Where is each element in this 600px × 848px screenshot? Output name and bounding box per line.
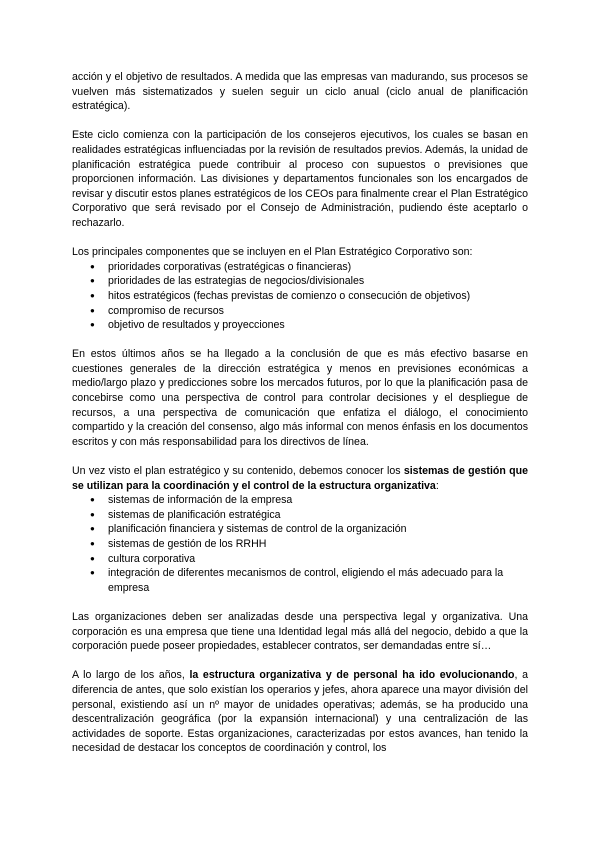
paragraph-management-systems: Un vez visto el plan estratégico y su contenido, debemos conocer los sistemas de gestión que se utilizan para la coordinación y el control de la estructura organizativa: [72, 465, 528, 492]
list-item: ● integración de diferentes mecanismos de control, eligiendo el más adecuado para la empresa [90, 567, 504, 594]
paragraph-components-intro: Los principales componentes que se incluyen en el Plan Estratégico Corporativo son: [72, 246, 473, 259]
bullet-icon: ● [90, 290, 95, 300]
paragraph-intro-continuation: acción y el objetivo de resultados. A medida que las empresas van madurando, sus procesos se vuelven más sistematizados y suelen seguir un ciclo anual (ciclo anual de planificación estratégica). [72, 71, 528, 113]
bullet-icon: ● [90, 509, 95, 519]
bullet-icon: ● [90, 539, 95, 548]
paragraph-organizations: Las organizaciones deben ser analizadas desde una perspectiva legal y organizativa. Una corporación es una empresa que tiene una Identidad legal más allá del negocio, debido a que la corporación puede poseer propiedades, establecer contratos, ser demandadas entre sí… [72, 610, 528, 653]
list-item: ● prioridades de las estrategias de negocios/divisionales [90, 275, 365, 288]
list-item: ● cultura corporativa [90, 552, 196, 565]
paragraph-cycle: Este ciclo comienza con la participación de los consejeros ejecutivos, los cuales se basan en realidades estratégicas influenciadas por la revisión de resultados previos. Además, la unidad de planificación estratégica puede contribuir al proceso con supuestos o previsiones que proporcionen información. Las divisiones y departamentos funcionales son los encargados de revisar y discutir estos planes estratégicos de los CEOs para finalmente crear el Plan Estratégico Corporativo que será revisado por el Consejo de Administración, pudiendo éste aceptarlo o rechazarlo. [72, 129, 528, 229]
list-item: ● hitos estratégicos (fechas previstas de comienzo o consecución de objetivos) [90, 289, 471, 302]
bullet-icon: ● [90, 276, 95, 286]
components-list [72, 260, 528, 333]
bullet-icon: ● [90, 305, 95, 315]
bullet-icon: ● [90, 320, 95, 330]
list-item: ● objetivo de resultados y proyecciones [90, 319, 285, 332]
bold-structure-evolution: la estructura organizativa y de personal ha ido evolucionando [189, 669, 515, 682]
bold-management-systems: sistemas de gestión que se utilizan para la coordinación y el control de la estructura organizativa [72, 465, 528, 492]
bullet-icon: ● [90, 553, 95, 563]
list-item: ● sistemas de información de la empresa [90, 494, 293, 507]
bullet-icon: ● [90, 495, 95, 505]
list-item: ● planificación financiera y sistemas de control de la organización [90, 523, 407, 536]
paragraph-recent-years: En estos últimos años se ha llegado a la conclusión de que es más efectivo basarse en cuestiones generales de la dirección estratégica y menos en previsiones económicas a medio/largo plazo y predicciones sobre los mercados futuros, por lo que la planificación pasa de concebirse como una perspectiva de control para controlar decisiones y el despliegue de recursos, a una perspectiva de comunicación que enfatiza el diálogo, el conocimiento compartido y la creación del consenso, algo más informal con menos énfasis en los documentos escritos y con más responsabilidad para los directivos de línea. [72, 348, 528, 448]
paragraph-structure-evolution: A lo largo de los años, la estructura organizativa y de personal ha ido evolucionando, a diferencia de antes, que solo existían los operarios y jefes, ahora aparece una mayor división del personal, existiendo así un nº mayor de unidades operativas; además, se ha producido una descentralización geográfica (por la expansión internacional) y una centralización de las actividades de soporte. Estas organizaciones, caracterizadas por estos avances, han tenido la necesidad de destacar los conceptos de coordinación y control, los [72, 669, 529, 755]
bullet-icon: ● [90, 524, 95, 534]
list-item: ● sistemas de planificación estratégica [90, 508, 281, 521]
list-item: ● sistemas de gestión de los RRHH [90, 538, 267, 550]
document-page [72, 70, 528, 771]
bullet-icon: ● [90, 568, 95, 578]
management-systems-list [72, 493, 528, 595]
list-item: ● compromiso de recursos [90, 304, 224, 317]
bullet-icon: ● [90, 261, 95, 271]
list-item: ● prioridades corporativas (estratégicas o financieras) [90, 260, 352, 273]
